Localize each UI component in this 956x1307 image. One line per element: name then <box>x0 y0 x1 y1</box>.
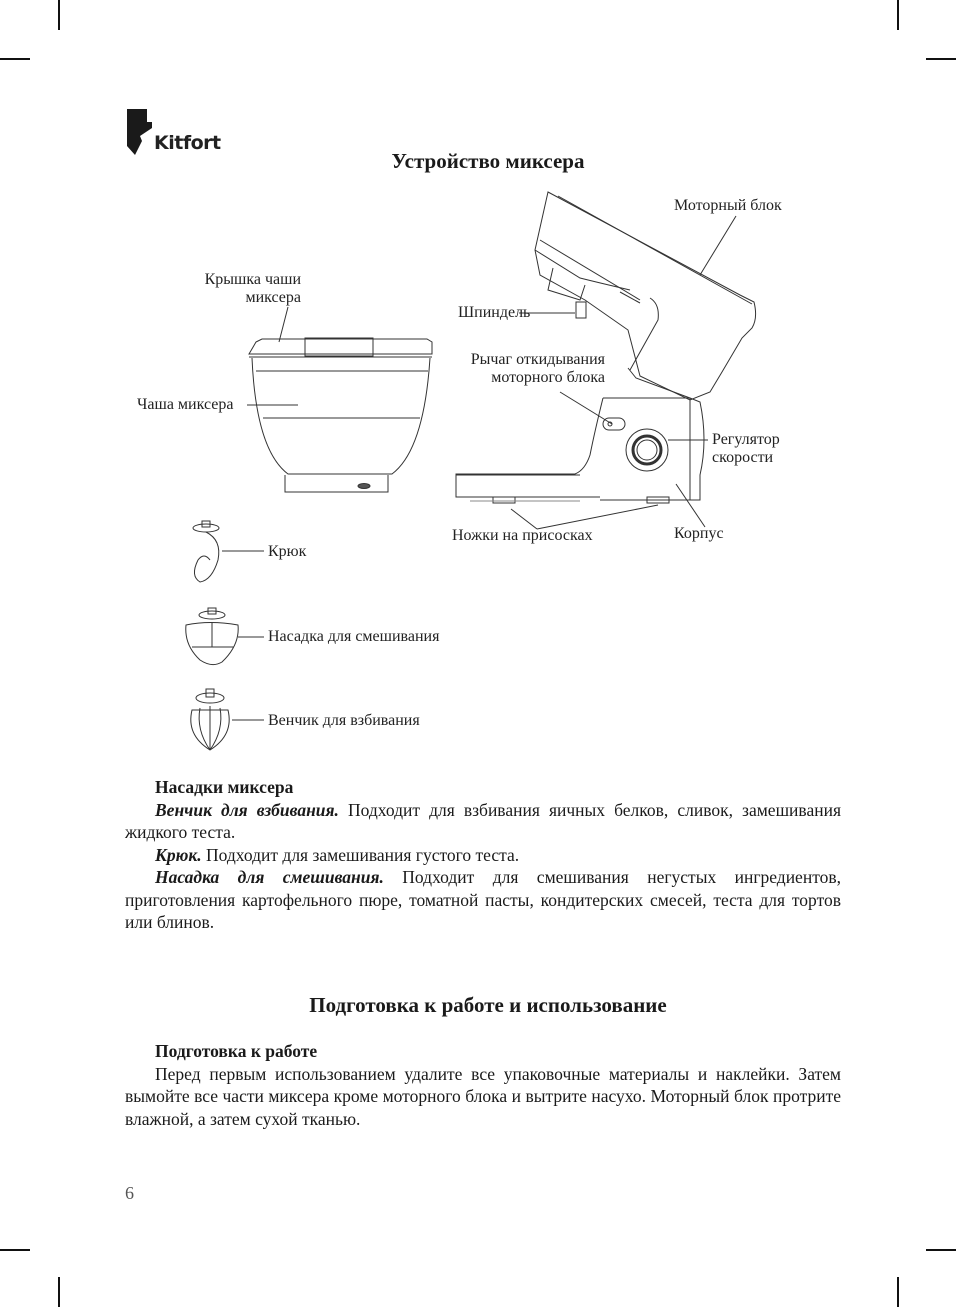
label-hook: Крюк <box>268 543 307 560</box>
attachment-hook-paragraph <box>125 844 841 867</box>
label-suction-feet: Ножки на присосках <box>452 527 593 544</box>
crop-mark <box>926 1249 956 1251</box>
attachment-term: Венчик для взбивания. <box>155 799 339 820</box>
attachment-description: Подходит для замешивания густого теста. <box>201 844 520 865</box>
label-body: Корпус <box>674 525 724 542</box>
page-number: 6 <box>125 1183 134 1203</box>
label-motor-block: Моторный блок <box>674 197 782 214</box>
label-tilt-lever-line1: Рычаг откидывания <box>470 351 605 368</box>
label-whisk: Венчик для взбивания <box>268 712 420 729</box>
label-speed-regulator-line2: скорости <box>712 449 774 466</box>
brand-name: Kitfort <box>154 132 221 154</box>
bowl-illustration <box>249 338 432 492</box>
label-bowl-lid-line1: Крышка чаши <box>204 271 301 288</box>
crop-mark <box>0 1249 30 1251</box>
label-bowl: Чаша миксера <box>137 396 234 413</box>
attachment-term: Насадка для смешивания. <box>155 867 384 887</box>
preparation-paragraph: Перед первым использованием удалите все упаковочные материалы и наклейки. Затем вымойте все части миксера кроме моторного блока и вытрите насухо. Моторный блок протрите влажной, а затем сухой тканью. <box>125 1063 841 1129</box>
beater-illustration <box>186 608 238 665</box>
whisk-illustration <box>191 689 229 750</box>
section-title: Устройство миксера <box>391 149 585 173</box>
attachment-description: Подходит для смешивания негустых ингредиентов, приготовления картофельного пюре, томатной пасты, кондитерских смесей, теста для тортов или блинов. <box>125 867 841 932</box>
label-speed-regulator-line1: Регулятор <box>712 431 780 448</box>
attachments-heading: Насадки миксера <box>155 777 294 797</box>
crop-mark <box>897 1277 899 1307</box>
section-title: Подготовка к работе и использование <box>309 993 667 1017</box>
preparation-section <box>125 1040 841 1130</box>
label-speed-regulator <box>712 431 780 467</box>
crop-mark <box>58 1277 60 1307</box>
attachment-term: Крюк. <box>155 844 202 865</box>
label-mixing-beater: Насадка для смешивания <box>268 628 440 645</box>
stand-mixer-illustration <box>456 192 756 503</box>
label-bowl-lid <box>180 271 301 307</box>
hook-illustration <box>193 521 219 582</box>
attachments-section <box>125 776 841 934</box>
label-spindle: Шпиндель <box>458 304 531 321</box>
attachment-description: Подходит для взбивания яичных белков, сливок, замешивания жидкого теста. <box>125 799 841 842</box>
attachment-beater-paragraph <box>125 866 841 934</box>
label-tilt-lever <box>440 351 605 387</box>
label-bowl-lid-line2: миксера <box>245 289 301 306</box>
attachment-whisk-paragraph <box>125 799 841 844</box>
preparation-subheading: Подготовка к работе <box>155 1041 318 1061</box>
label-tilt-lever-line2: моторного блока <box>491 369 605 386</box>
